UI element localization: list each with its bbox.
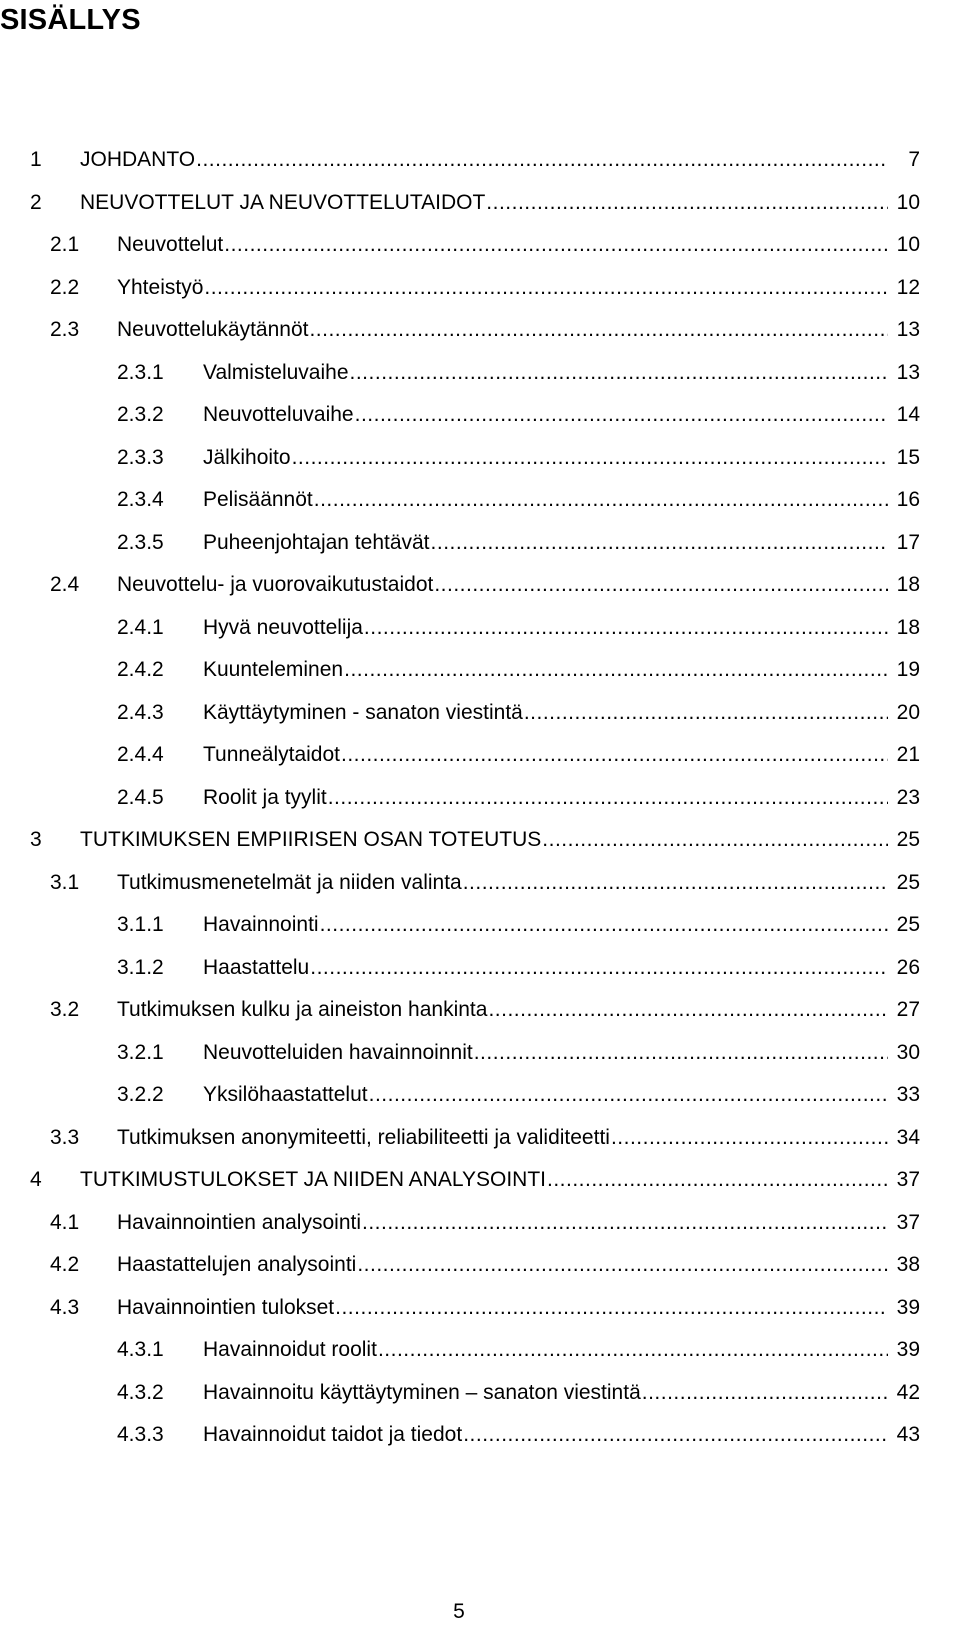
toc-entry-title-line	[203, 395, 888, 435]
toc-dot-leader	[642, 1373, 888, 1413]
toc-entry-number: 2.3.1	[117, 360, 164, 384]
toc-entry-title-line	[117, 1203, 888, 1243]
toc-entry-page: 33	[896, 1083, 920, 1106]
toc-entry-number: 3.1	[50, 870, 80, 894]
toc-entry-title: Kuunteleminen	[203, 650, 344, 690]
toc-dot-leader	[196, 140, 888, 180]
toc-entry-number: 4.3.1	[117, 1338, 164, 1361]
toc-entry-title-line	[203, 1330, 888, 1370]
toc-entry-title: Tutkimuksen anonymiteetti, reliabiliteetti ja validiteetti	[117, 1118, 611, 1158]
toc-dot-leader	[488, 990, 888, 1030]
toc-entry-number: 2.3	[50, 318, 80, 341]
toc-entry-title: TUTKIMUKSEN EMPIIRISEN OSAN TOTEUTUS	[80, 820, 542, 860]
toc-dot-leader	[463, 1415, 888, 1455]
toc-entry-title: Puheenjohtajan tehtävät	[203, 523, 431, 563]
toc-entry-title-line	[203, 523, 888, 563]
toc-entry-title-line	[117, 565, 888, 605]
toc-entry-title-line	[203, 438, 888, 478]
toc-entry-page: 21	[896, 743, 920, 766]
toc-entry-page: 39	[896, 1295, 920, 1319]
toc-entry-title: Tutkimusmenetelmät ja niiden valinta	[117, 863, 463, 903]
toc-entry-title: Havainnoitu käyttäytyminen – sanaton viestintä	[203, 1373, 642, 1413]
toc-dot-leader	[486, 183, 888, 223]
toc-entry-title: Neuvotteluvaihe	[203, 395, 355, 435]
toc-entry-title-line	[203, 650, 888, 690]
toc-dot-leader	[524, 693, 888, 733]
toc-dot-leader	[362, 1203, 888, 1243]
toc-dot-leader	[611, 1118, 888, 1158]
toc-entry-number: 2.4.2	[117, 658, 164, 681]
toc-entry-title-line	[117, 1118, 888, 1158]
toc-entry-title: Neuvottelut	[117, 225, 224, 265]
toc-entry-number: 2	[30, 190, 42, 214]
toc-entry-number: 4.3	[50, 1295, 80, 1319]
toc-entry-title-line	[203, 1373, 888, 1413]
toc-dot-leader	[309, 310, 888, 350]
toc-dot-leader	[320, 905, 888, 945]
toc-entry-title-line	[203, 1033, 888, 1073]
toc-entry-number: 4.3.3	[117, 1423, 164, 1446]
toc-entry-number: 2.4.3	[117, 700, 164, 724]
toc-entry-title: Hyvä neuvottelija	[203, 608, 364, 648]
toc-entry-number: 2.4.1	[117, 615, 164, 639]
toc-entry-title-line	[203, 735, 888, 775]
toc-entry-page: 15	[896, 445, 920, 469]
toc-entry-number: 1	[30, 148, 42, 171]
toc-entry-number: 2.4.4	[117, 743, 164, 766]
toc-entry-number: 3	[30, 828, 42, 851]
toc-entry-page: 17	[896, 530, 920, 554]
toc-entry-number: 4.2	[50, 1253, 80, 1276]
toc-dot-leader	[434, 565, 888, 605]
toc-entry-title-line	[117, 268, 888, 308]
toc-entry-title: TUTKIMUSTULOKSET JA NIIDEN ANALYSOINTI	[80, 1160, 547, 1200]
toc-entry-page: 7	[908, 148, 920, 171]
toc-entry-title: Havainnointi	[203, 905, 320, 945]
toc-entry-title-line	[117, 225, 888, 265]
toc-entry-page: 13	[896, 360, 920, 384]
toc-dot-leader	[357, 1245, 888, 1285]
toc-dot-leader	[310, 948, 888, 988]
toc-entry-number: 3.1.2	[117, 955, 164, 979]
toc-dot-leader	[542, 820, 888, 860]
toc-entry-page: 37	[896, 1210, 920, 1234]
toc-entry-number: 2.3.3	[117, 445, 164, 469]
toc-entry-title: Haastattelujen analysointi	[117, 1245, 357, 1285]
toc-entry-title: Neuvottelu- ja vuorovaikutustaidot	[117, 565, 434, 605]
toc-entry-title: Yksilöhaastattelut	[203, 1075, 369, 1115]
toc-dot-leader	[547, 1160, 888, 1200]
toc-entry-page: 38	[896, 1253, 920, 1276]
toc-entry-title: Roolit ja tyylit	[203, 778, 328, 818]
toc-entry-title-line	[80, 820, 888, 860]
toc-entry-title: Neuvottelukäytännöt	[117, 310, 309, 350]
toc-dot-leader	[292, 438, 888, 478]
toc-entry-number: 3.2.1	[117, 1040, 164, 1064]
toc-entry-page: 14	[896, 403, 920, 426]
toc-entry-title-line	[80, 1160, 888, 1200]
toc-entry-number: 4	[30, 1168, 42, 1191]
toc-dot-leader	[328, 778, 888, 818]
toc-entry-title: Havainnoidut taidot ja tiedot	[203, 1415, 463, 1455]
toc-entry-title-line	[203, 778, 888, 818]
toc-entry-page: 13	[896, 318, 920, 341]
toc-entry-page: 18	[896, 573, 920, 596]
toc-entry-title-line	[203, 948, 888, 988]
toc-dot-leader	[431, 523, 888, 563]
toc-entry-title-line	[203, 1415, 888, 1455]
toc-entry-title-line	[203, 608, 888, 648]
toc-dot-leader	[350, 353, 888, 393]
toc-entry-number: 2.1	[50, 233, 80, 256]
toc-entry-page: 12	[896, 275, 920, 299]
toc-entry-title-line	[117, 1245, 888, 1285]
toc-entry-title-line	[203, 353, 888, 393]
toc-entry-number: 3.1.1	[117, 913, 164, 936]
toc-entry-page: 30	[896, 1040, 920, 1064]
toc-entry-title: Havainnoidut roolit	[203, 1330, 378, 1370]
page-number: 5	[453, 1600, 465, 1623]
toc-dot-leader	[224, 225, 888, 265]
toc-entry-title-line	[117, 1288, 888, 1328]
toc-entry-title-line	[80, 183, 888, 223]
toc-entry-page: 25	[896, 913, 920, 936]
toc-entry-title: NEUVOTTELUT JA NEUVOTTELUTAIDOT	[80, 183, 486, 223]
toc-dot-leader	[344, 650, 888, 690]
toc-entry-title-line	[117, 863, 888, 903]
toc-dot-leader	[314, 480, 888, 520]
toc-entry-page: 19	[896, 658, 920, 681]
toc-dot-leader	[369, 1075, 888, 1115]
page-title: SISÄLLYS	[0, 4, 141, 36]
toc-entry-title-line	[117, 310, 888, 350]
toc-entry-page: 10	[896, 233, 920, 256]
toc-entry-number: 2.3.2	[117, 403, 164, 426]
toc-entry-number: 2.3.5	[117, 530, 164, 554]
toc-entry-number: 3.2	[50, 998, 80, 1021]
toc-entry-title-line	[203, 1075, 888, 1115]
toc-entry-page: 37	[896, 1168, 920, 1191]
toc-entry-number: 4.1	[50, 1210, 80, 1234]
toc-entry-title-line	[203, 905, 888, 945]
toc-entry-number: 2.4	[50, 573, 80, 596]
toc-entry-title: JOHDANTO	[80, 140, 196, 180]
toc-entry-page: 26	[896, 955, 920, 979]
toc-entry-title: Haastattelu	[203, 948, 310, 988]
toc-entry-title: Tunneälytaidot	[203, 735, 341, 775]
toc-entry-number: 4.3.2	[117, 1380, 164, 1404]
toc-entry-number: 2.3.4	[117, 488, 164, 511]
toc-entry-page: 42	[896, 1380, 920, 1404]
toc-entry-page: 23	[896, 785, 920, 809]
toc-entry-page: 34	[896, 1125, 920, 1149]
toc-entry-number: 3.3	[50, 1125, 80, 1149]
toc-entry-page: 20	[896, 700, 920, 724]
toc-entry-title: Havainnointien analysointi	[117, 1203, 362, 1243]
toc-dot-leader	[335, 1288, 888, 1328]
toc-entry-title: Käyttäytyminen - sanaton viestintä	[203, 693, 524, 733]
toc-entry-title-line	[203, 693, 888, 733]
toc-dot-leader	[204, 268, 888, 308]
toc-entry-page: 39	[896, 1338, 920, 1361]
toc-entry-title-line	[203, 480, 888, 520]
toc-entry-title-line	[117, 990, 888, 1030]
toc-entry-page: 25	[896, 870, 920, 894]
toc-entry-title: Pelisäännöt	[203, 480, 314, 520]
toc-entry-page: 27	[896, 998, 920, 1021]
toc-entry-title: Neuvotteluiden havainnoinnit	[203, 1033, 474, 1073]
toc-entry-page: 43	[896, 1423, 920, 1446]
toc-dot-leader	[341, 735, 888, 775]
toc-entry-title: Valmisteluvaihe	[203, 353, 350, 393]
toc-entry-page: 10	[896, 190, 920, 214]
toc-entry-title: Jälkihoito	[203, 438, 292, 478]
toc-entry-page: 25	[896, 828, 920, 851]
toc-entry-title: Tutkimuksen kulku ja aineiston hankinta	[117, 990, 488, 1030]
toc-dot-leader	[474, 1033, 888, 1073]
toc-entry-title: Havainnointien tulokset	[117, 1288, 335, 1328]
toc-dot-leader	[463, 863, 888, 903]
toc-entry-page: 16	[896, 488, 920, 511]
toc-dot-leader	[364, 608, 888, 648]
toc-dot-leader	[355, 395, 888, 435]
toc-entry-title: Yhteistyö	[117, 268, 204, 308]
toc-dot-leader	[378, 1330, 888, 1370]
toc-entry-number: 3.2.2	[117, 1083, 164, 1106]
toc-entry-number: 2.2	[50, 275, 80, 299]
toc-entry-number: 2.4.5	[117, 785, 164, 809]
toc-entry-title-line	[80, 140, 888, 180]
toc-entry-page: 18	[896, 615, 920, 639]
